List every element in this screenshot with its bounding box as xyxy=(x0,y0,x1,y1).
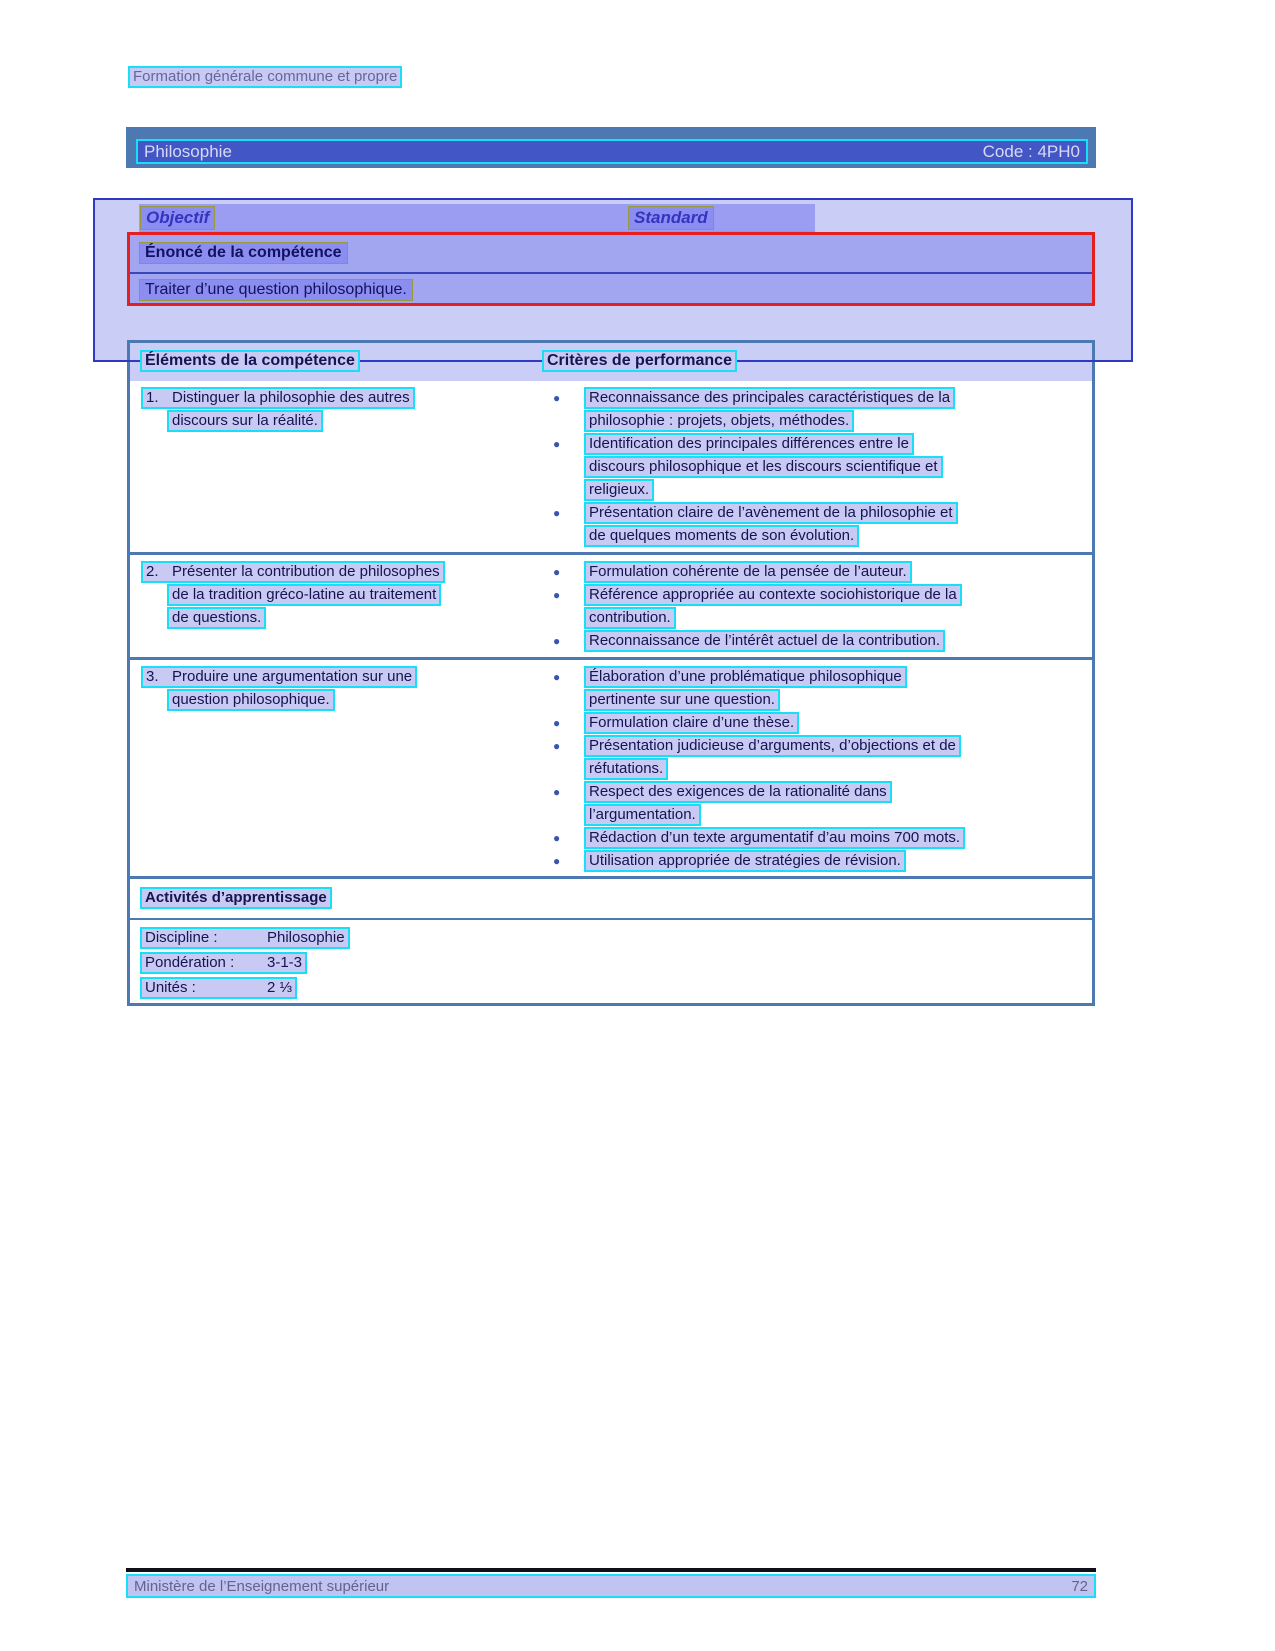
criterion xyxy=(536,502,1092,548)
objectif-standard-band xyxy=(139,204,815,234)
element-line: question philosophique. xyxy=(167,689,335,711)
activites-box xyxy=(127,876,1095,1006)
criterion xyxy=(536,666,1092,712)
criterion-line: Élaboration d’une problématique philosophique xyxy=(584,666,907,688)
objectif-heading: Objectif xyxy=(140,206,215,230)
bullet-icon: ● xyxy=(553,588,561,602)
enonce-title: Énoncé de la compétence xyxy=(139,242,348,264)
criterion xyxy=(536,584,1092,630)
criteria-cell xyxy=(536,555,1092,657)
element-cell xyxy=(130,660,536,877)
element-cell xyxy=(130,381,536,552)
element-cell xyxy=(130,555,536,657)
row-label: Pondération : xyxy=(145,954,235,971)
criterion-line: Utilisation appropriée de stratégies de révision. xyxy=(584,850,906,872)
course-code: Code : 4PH0 xyxy=(982,141,1080,161)
element-line: Distinguer la philosophie des autres xyxy=(172,389,410,406)
bullet-icon: ● xyxy=(553,437,561,451)
standard-heading: Standard xyxy=(628,206,714,230)
table-header-elements: Éléments de la compétence xyxy=(140,350,360,372)
activites-row xyxy=(140,952,1092,974)
element-line: de questions. xyxy=(167,607,266,629)
criterion-line: l’argumentation. xyxy=(584,804,701,826)
criterion xyxy=(536,561,1092,584)
criterion-line: Respect des exigences de la rationalité dans xyxy=(584,781,892,803)
criterion-line: Présentation claire de l’avènement de la philosophie et xyxy=(584,502,958,524)
enonce-statement: Traiter d’une question philosophique. xyxy=(139,279,413,301)
table-header-row xyxy=(130,343,1092,381)
header-bar xyxy=(126,127,1096,168)
criteria-cell xyxy=(536,660,1092,877)
criterion-line: Reconnaissance de l’intérêt actuel de la contribution. xyxy=(584,630,945,652)
row-value: Philosophie xyxy=(267,929,345,946)
criterion xyxy=(536,781,1092,827)
bullet-icon: ● xyxy=(553,506,561,520)
competence-table xyxy=(127,340,1095,880)
criterion-line: philosophie : projets, objets, méthodes. xyxy=(584,410,854,432)
criterion xyxy=(536,735,1092,781)
criterion xyxy=(536,712,1092,735)
activites-title-row xyxy=(130,879,1092,918)
criterion-line: pertinente sur une question. xyxy=(584,689,780,711)
table-row xyxy=(130,381,1092,552)
activites-row xyxy=(140,977,1092,999)
row-label: Unités : xyxy=(145,979,196,996)
element-number: 1. xyxy=(146,389,159,406)
criterion-line: Reconnaissance des principales caractéristiques de la xyxy=(584,387,955,409)
criterion-line: Rédaction d’un texte argumentatif d’au moins 700 mots. xyxy=(584,827,965,849)
row-value: 2 ⅓ xyxy=(267,979,293,996)
criterion-line: Référence appropriée au contexte sociohistorique de la xyxy=(584,584,962,606)
footer-ministry: Ministère de l’Enseignement supérieur xyxy=(134,1577,390,1595)
criterion-line: contribution. xyxy=(584,607,676,629)
criterion-line: Formulation cohérente de la pensée de l’auteur. xyxy=(584,561,912,583)
row-value: 3-1-3 xyxy=(267,954,303,971)
criterion-line: Identification des principales différences entre le xyxy=(584,433,914,455)
objectif-standard-panel xyxy=(93,198,1133,362)
table-row xyxy=(130,657,1092,877)
criterion xyxy=(536,850,1092,873)
bullet-icon: ● xyxy=(553,716,561,730)
bullet-icon: ● xyxy=(553,565,561,579)
criterion-line: discours philosophique et les discours scientifique et xyxy=(584,456,943,478)
element-number: 3. xyxy=(146,668,159,685)
criterion xyxy=(536,433,1092,502)
page-number: 72 xyxy=(1071,1577,1088,1595)
bullet-icon: ● xyxy=(553,785,561,799)
row-label: Discipline : xyxy=(145,929,218,946)
criterion xyxy=(536,630,1092,653)
bullet-icon: ● xyxy=(553,634,561,648)
criterion-line: de quelques moments de son évolution. xyxy=(584,525,859,547)
header-inner-strip xyxy=(136,139,1088,164)
table-header-criteres: Critères de performance xyxy=(542,350,737,372)
criterion xyxy=(536,827,1092,850)
activites-title: Activités d’apprentissage xyxy=(140,887,332,909)
element-line: discours sur la réalité. xyxy=(167,410,323,432)
bullet-icon: ● xyxy=(553,831,561,845)
activites-rows xyxy=(130,920,1092,999)
bullet-icon: ● xyxy=(553,670,561,684)
top-label: Formation générale commune et propre xyxy=(128,66,402,88)
enonce-box xyxy=(127,232,1095,306)
criterion-line: religieux. xyxy=(584,479,654,501)
element-line: Produire une argumentation sur une xyxy=(172,668,413,685)
element-line: Présenter la contribution de philosophes xyxy=(172,563,440,580)
criterion-line: réfutations. xyxy=(584,758,668,780)
criterion-line: Formulation claire d’une thèse. xyxy=(584,712,799,734)
criterion-line: Présentation judicieuse d’arguments, d’objections et de xyxy=(584,735,961,757)
activites-row xyxy=(140,927,1092,949)
document-title: Philosophie xyxy=(144,141,232,161)
footer-rule xyxy=(126,1568,1096,1572)
element-line: de la tradition gréco-latine au traitement xyxy=(167,584,441,606)
criteria-cell xyxy=(536,381,1092,552)
criterion xyxy=(536,387,1092,433)
element-number: 2. xyxy=(146,563,159,580)
table-row xyxy=(130,552,1092,657)
footer xyxy=(126,1574,1096,1598)
bullet-icon: ● xyxy=(553,391,561,405)
bullet-icon: ● xyxy=(553,739,561,753)
enonce-divider xyxy=(130,272,1092,274)
bullet-icon: ● xyxy=(553,854,561,868)
